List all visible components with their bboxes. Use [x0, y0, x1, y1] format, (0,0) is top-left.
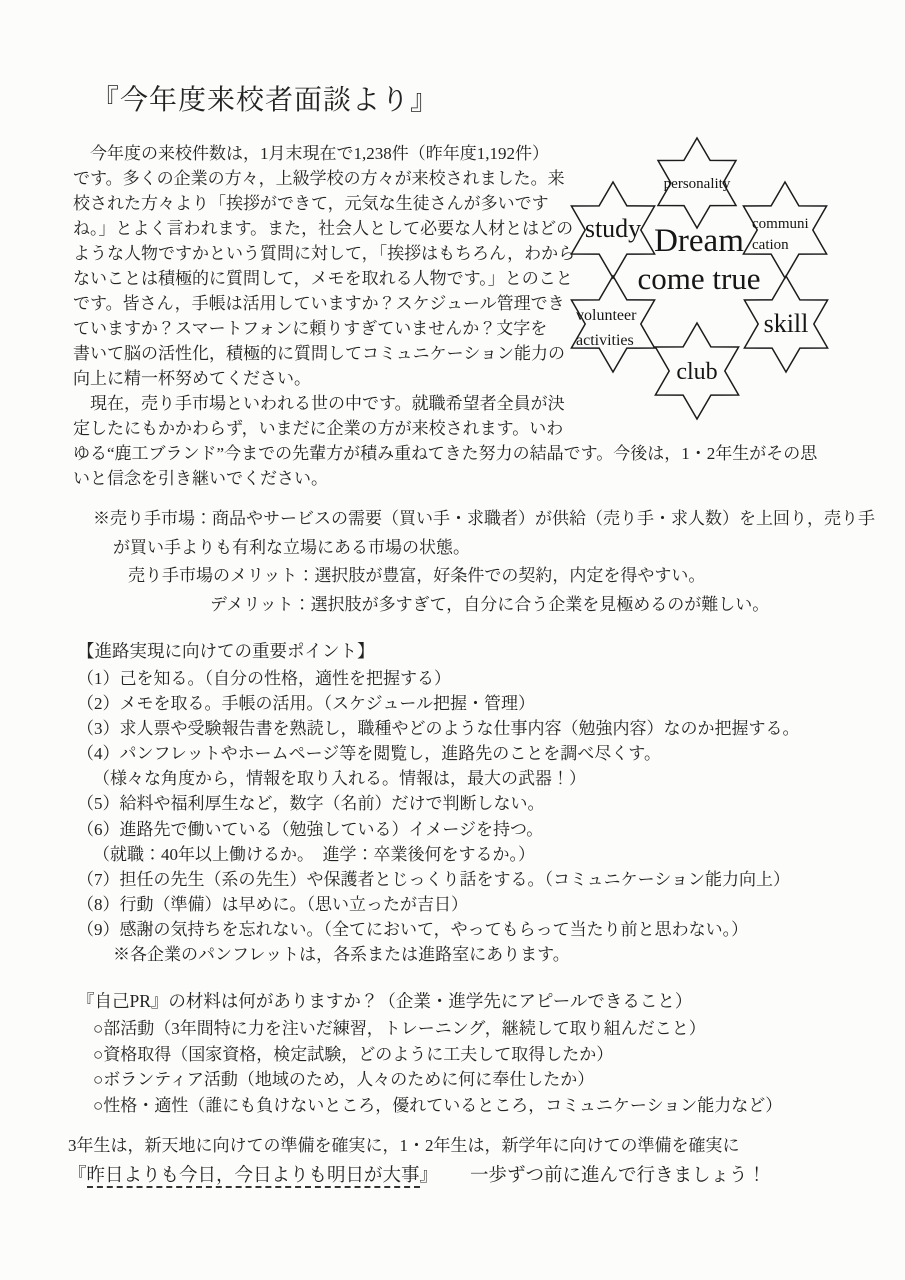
text-line: です。皆さん，手帳は活用していますか？スケジュール管理でき	[73, 294, 565, 313]
star-label-club: club	[676, 359, 718, 385]
text-line: ね。」とよく言われます。また，社会人として必要な人材とはどの	[73, 219, 574, 238]
text-line: ※売り手市場：商品やサービスの需要（買い手・求職者）が供給（売り手・求人数）を上回り，売り手	[93, 509, 875, 528]
text-line: （就職：40年以上働けるか。 進学：卒業後何をするか。）	[93, 844, 535, 864]
text-line: 定したにもかかわらず，いまだに企業の方が来校されます。いわ	[73, 419, 564, 438]
text-line: ような人物ですかという質問に対して，「挨拶はもちろん，わから	[73, 244, 576, 263]
text-line: です。多くの企業の方々，上級学校の方々が来校されました。来	[73, 169, 565, 188]
text-line: ていますか？スマートフォンに頼りすぎていませんか？文字を	[73, 319, 548, 338]
points-section	[77, 638, 800, 967]
dream-diagram	[556, 126, 856, 428]
closing-quote-open-bracket: 『	[68, 1164, 87, 1185]
text-line: ないことは積極的に質問して，メモを取れる人物です。」とのこと	[73, 269, 573, 288]
pr-section	[77, 988, 782, 1118]
text-line: （4）パンフレットやホームページ等を閲覧し，進路先のことを調べ尽くす。	[77, 744, 661, 764]
text-line: （7）担任の先生（系の先生）や保護者とじっくり話をする。（コミュニケーション能力向上）	[77, 869, 790, 889]
text-line: （3）求人票や受験報告書を熟読し，職種やどのような仕事内容（勉強内容）なのか把握する。	[77, 719, 800, 739]
text-line: いと信念を引き継いでください。	[73, 469, 328, 488]
text-line: （6）進路先で働いている（勉強している）イメージを持つ。	[77, 819, 544, 839]
text-line: ○性格・適性（誰にも負けないところ，優れているところ，コミュニケーション能力など）	[93, 1095, 783, 1115]
dream-diagram-svg	[556, 126, 856, 428]
text-line: （2）メモを取る。手帳の活用。（スケジュール把握・管理）	[77, 694, 535, 714]
pr-heading: 『自己PR』の材料は何がありますか？（企業・進学先にアピールできること）	[77, 991, 693, 1011]
page-title: 『今年度来校者面談より』	[91, 85, 440, 116]
text-line: （8）行動（準備）は早めに。（思い立ったが吉日）	[77, 894, 468, 914]
text-line: が買い手よりも有利な立場にある市場の状態。	[113, 537, 470, 557]
star-label-study: study	[584, 214, 642, 243]
text-line: （5）給料や福利厚生など，数字（名前）だけで判断しない。	[77, 794, 545, 814]
points-heading: 【進路実現に向けての重要ポイント】	[77, 641, 375, 661]
star-label-personality: personality	[663, 176, 731, 192]
text-line: （様々な角度から，情報を取り入れる。情報は，最大の武器！）	[93, 769, 586, 789]
star-label-volunteer: volunteer	[576, 307, 637, 324]
text-line: （9）感謝の気持ちを忘れない。（全てにおいて，やってもらって当たり前と思わない。）	[77, 919, 749, 939]
text-line: 書いて脳の活性化，積極的に質問してコミュニケーション能力の	[73, 344, 565, 363]
closing-quote-close-bracket: 』	[419, 1164, 439, 1185]
closing-quote-text: 昨日よりも今日，今日よりも明日が大事	[87, 1164, 420, 1188]
star-label-skill: skill	[763, 309, 809, 338]
text-line: （1）己を知る。（自分の性格，適性を把握する）	[77, 669, 451, 688]
star-label-communication: communi	[752, 216, 809, 232]
pr-list	[77, 1016, 782, 1118]
text-line: 現在，売り手市場といわれる世の中です。就職希望者全員が決	[73, 394, 565, 413]
text-line: 校された方々より「挨拶ができて，元気な生徒さんが多いです	[73, 194, 549, 213]
text-line: ※各企業のパンフレットは，各系または進路室にあります。	[113, 945, 570, 965]
closing-section	[68, 1133, 878, 1188]
star-label-communication: cation	[752, 237, 789, 253]
closing-line: 3年生は，新天地に向けての準備を確実に，1・2年生は，新学年に向けての準備を確実に	[68, 1136, 740, 1155]
text-line: ゆる“鹿工ブランド”今までの先輩方が積み重ねてきた努力の結晶です。今後は，1・2年生がその思	[73, 444, 818, 463]
diagram-center-text-1: Dream	[654, 223, 744, 259]
text-line: ○ボランティア活動（地域のため，人々のために何に奉仕したか）	[93, 1070, 595, 1090]
star-label-volunteer: activities	[576, 332, 634, 349]
text-line: ○資格取得（国家資格，検定試験，どのように工夫して取得したか）	[93, 1044, 614, 1064]
text-line: ○部活動（3年間特に力を注いだ練習，トレーニング，継続して取り組んだこと）	[93, 1019, 706, 1038]
closing-motto-line	[68, 1161, 878, 1188]
text-line: 売り手市場のメリット：選択肢が豊富，好条件での契約，内定を得やすい。	[128, 566, 706, 585]
text-line: 向上に精一杯努めてください。	[73, 369, 311, 388]
text-line: 今年度の来校件数は，1月末現在で1,238件（昨年度1,192件）	[73, 144, 549, 163]
diagram-center-text-2: come true	[637, 261, 761, 296]
market-note	[93, 505, 875, 619]
closing-exhortation: 一歩ずつ前に進んで行きましょう！	[470, 1164, 767, 1185]
points-list	[77, 666, 800, 967]
text-line: デメリット：選択肢が多すぎて，自分に合う企業を見極めるのが難しい。	[210, 594, 770, 614]
